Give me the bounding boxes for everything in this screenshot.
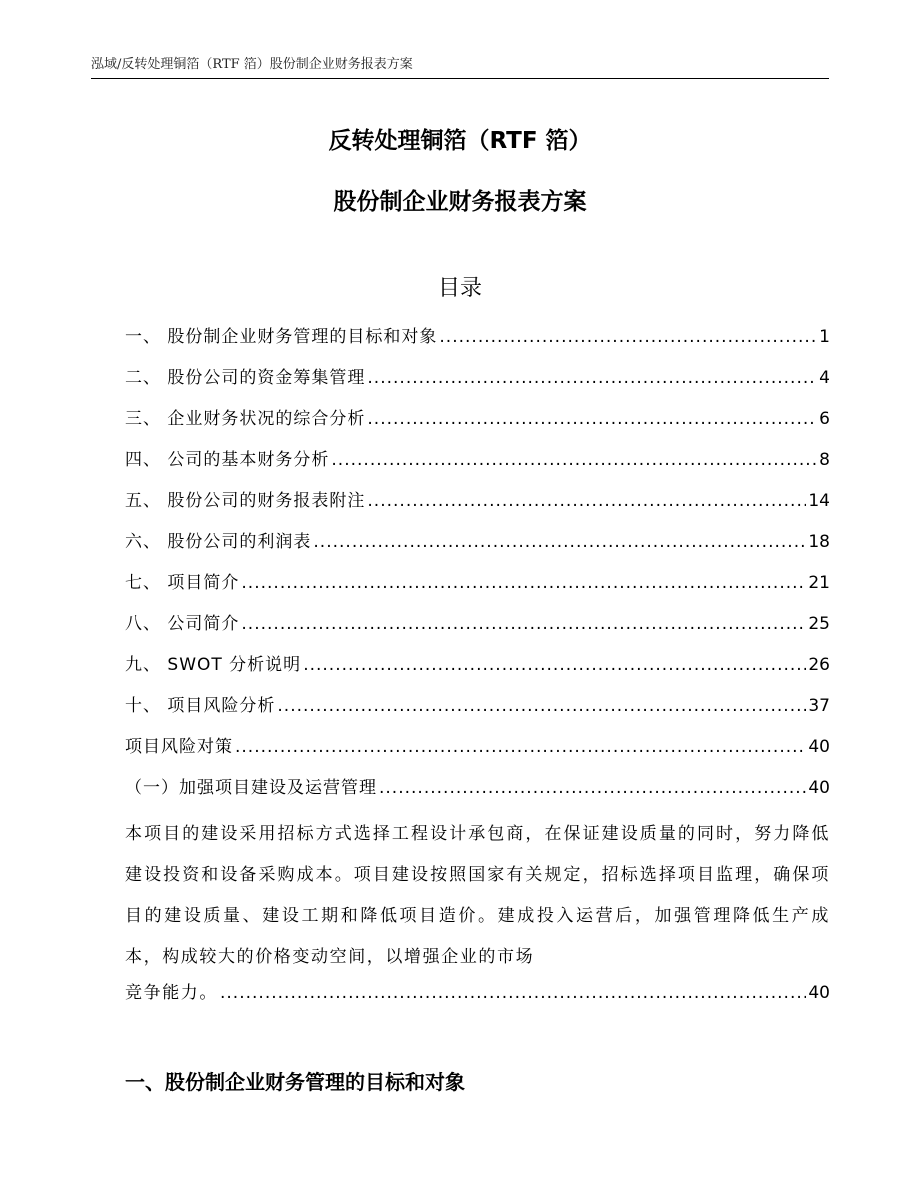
- toc-entry-label: 七、 项目简介: [125, 573, 240, 593]
- table-of-contents: [125, 322, 830, 1019]
- toc-leader-dots: [331, 450, 817, 470]
- toc-entry-page: 40: [808, 778, 830, 798]
- toc-entry[interactable]: [125, 486, 830, 527]
- toc-entry[interactable]: [125, 568, 830, 609]
- toc-entry-page: 4: [819, 368, 830, 388]
- toc-leader-dots: [303, 655, 806, 675]
- toc-entry-page: 25: [808, 614, 830, 634]
- toc-entry[interactable]: [125, 363, 830, 404]
- toc-entry[interactable]: [125, 445, 830, 486]
- toc-entry[interactable]: [125, 732, 830, 773]
- section-heading: 一、股份制企业财务管理的目标和对象: [125, 1070, 465, 1094]
- toc-leader-dots: [220, 983, 806, 1003]
- toc-entry[interactable]: [125, 773, 830, 814]
- toc-entry-page: 8: [819, 450, 830, 470]
- toc-entry[interactable]: [125, 322, 830, 363]
- toc-leader-dots: [379, 778, 806, 798]
- toc-entry-page: 26: [808, 655, 830, 675]
- document-title-line-2: 股份制企业财务报表方案: [333, 189, 587, 215]
- toc-leader-dots: [241, 614, 806, 634]
- toc-leader-dots: [367, 409, 817, 429]
- toc-entry-page: 40: [808, 737, 830, 757]
- toc-entry-label: 十、 项目风险分析: [125, 696, 276, 716]
- toc-entry-label: 五、 股份公司的财务报表附注: [125, 491, 366, 511]
- toc-entry-page: 18: [808, 532, 830, 552]
- toc-entry-page: 14: [808, 491, 830, 511]
- toc-paragraph-entry[interactable]: 本项目的建设采用招标方式选择工程设计承包商，在保证建设质量的同时，努力降低建设投资和设备采购成本。项目建设按照国家有关规定，招标选择项目监理，确保项目的建设质量、建设工期和降低项目造价。建成投入运营后，加强管理降低生产成本，构成较大的价格变动空间，以增强企业的市场: [125, 824, 830, 967]
- toc-entry[interactable]: [125, 404, 830, 445]
- toc-leader-dots: [277, 696, 806, 716]
- toc-entry-label: 六、 股份公司的利润表: [125, 532, 312, 552]
- toc-heading: 目录: [437, 276, 482, 301]
- toc-leader-dots: [367, 491, 806, 511]
- toc-entry-page: 6: [819, 409, 830, 429]
- document-title-line-1: 反转处理铜箔（RTF 箔）: [328, 128, 592, 154]
- toc-entry-label: 九、 SWOT 分析说明: [125, 655, 302, 675]
- toc-leader-dots: [367, 368, 817, 388]
- toc-leader-dots: [439, 327, 817, 347]
- toc-entry[interactable]: [125, 650, 830, 691]
- toc-entry-page: 21: [808, 573, 830, 593]
- toc-entry[interactable]: [125, 527, 830, 568]
- toc-entry-label: 一、 股份制企业财务管理的目标和对象: [125, 327, 438, 347]
- toc-entry-label: 项目风险对策: [125, 737, 233, 757]
- toc-leader-dots: [235, 737, 806, 757]
- toc-entry-label: （一）加强项目建设及运营管理: [125, 778, 377, 798]
- toc-entry[interactable]: [125, 609, 830, 650]
- toc-entry-label: 二、 股份公司的资金筹集管理: [125, 368, 366, 388]
- toc-entry-label: 竞争能力。: [125, 983, 218, 1003]
- running-header: 泓域/反转处理铜箔（RTF 箔）股份制企业财务报表方案: [91, 57, 413, 72]
- toc-entry-page: 1: [819, 327, 830, 347]
- toc-leader-dots: [313, 532, 806, 552]
- toc-paragraph-entry-end[interactable]: [125, 978, 830, 1019]
- toc-entry[interactable]: [125, 691, 830, 732]
- toc-leader-dots: [241, 573, 806, 593]
- toc-entry-label: 八、 公司简介: [125, 614, 240, 634]
- toc-entry-label: 四、 公司的基本财务分析: [125, 450, 330, 470]
- toc-entry-page: 40: [808, 983, 830, 1003]
- header-divider: [91, 78, 829, 79]
- toc-entry-label: 三、 企业财务状况的综合分析: [125, 409, 366, 429]
- toc-entry-page: 37: [808, 696, 830, 716]
